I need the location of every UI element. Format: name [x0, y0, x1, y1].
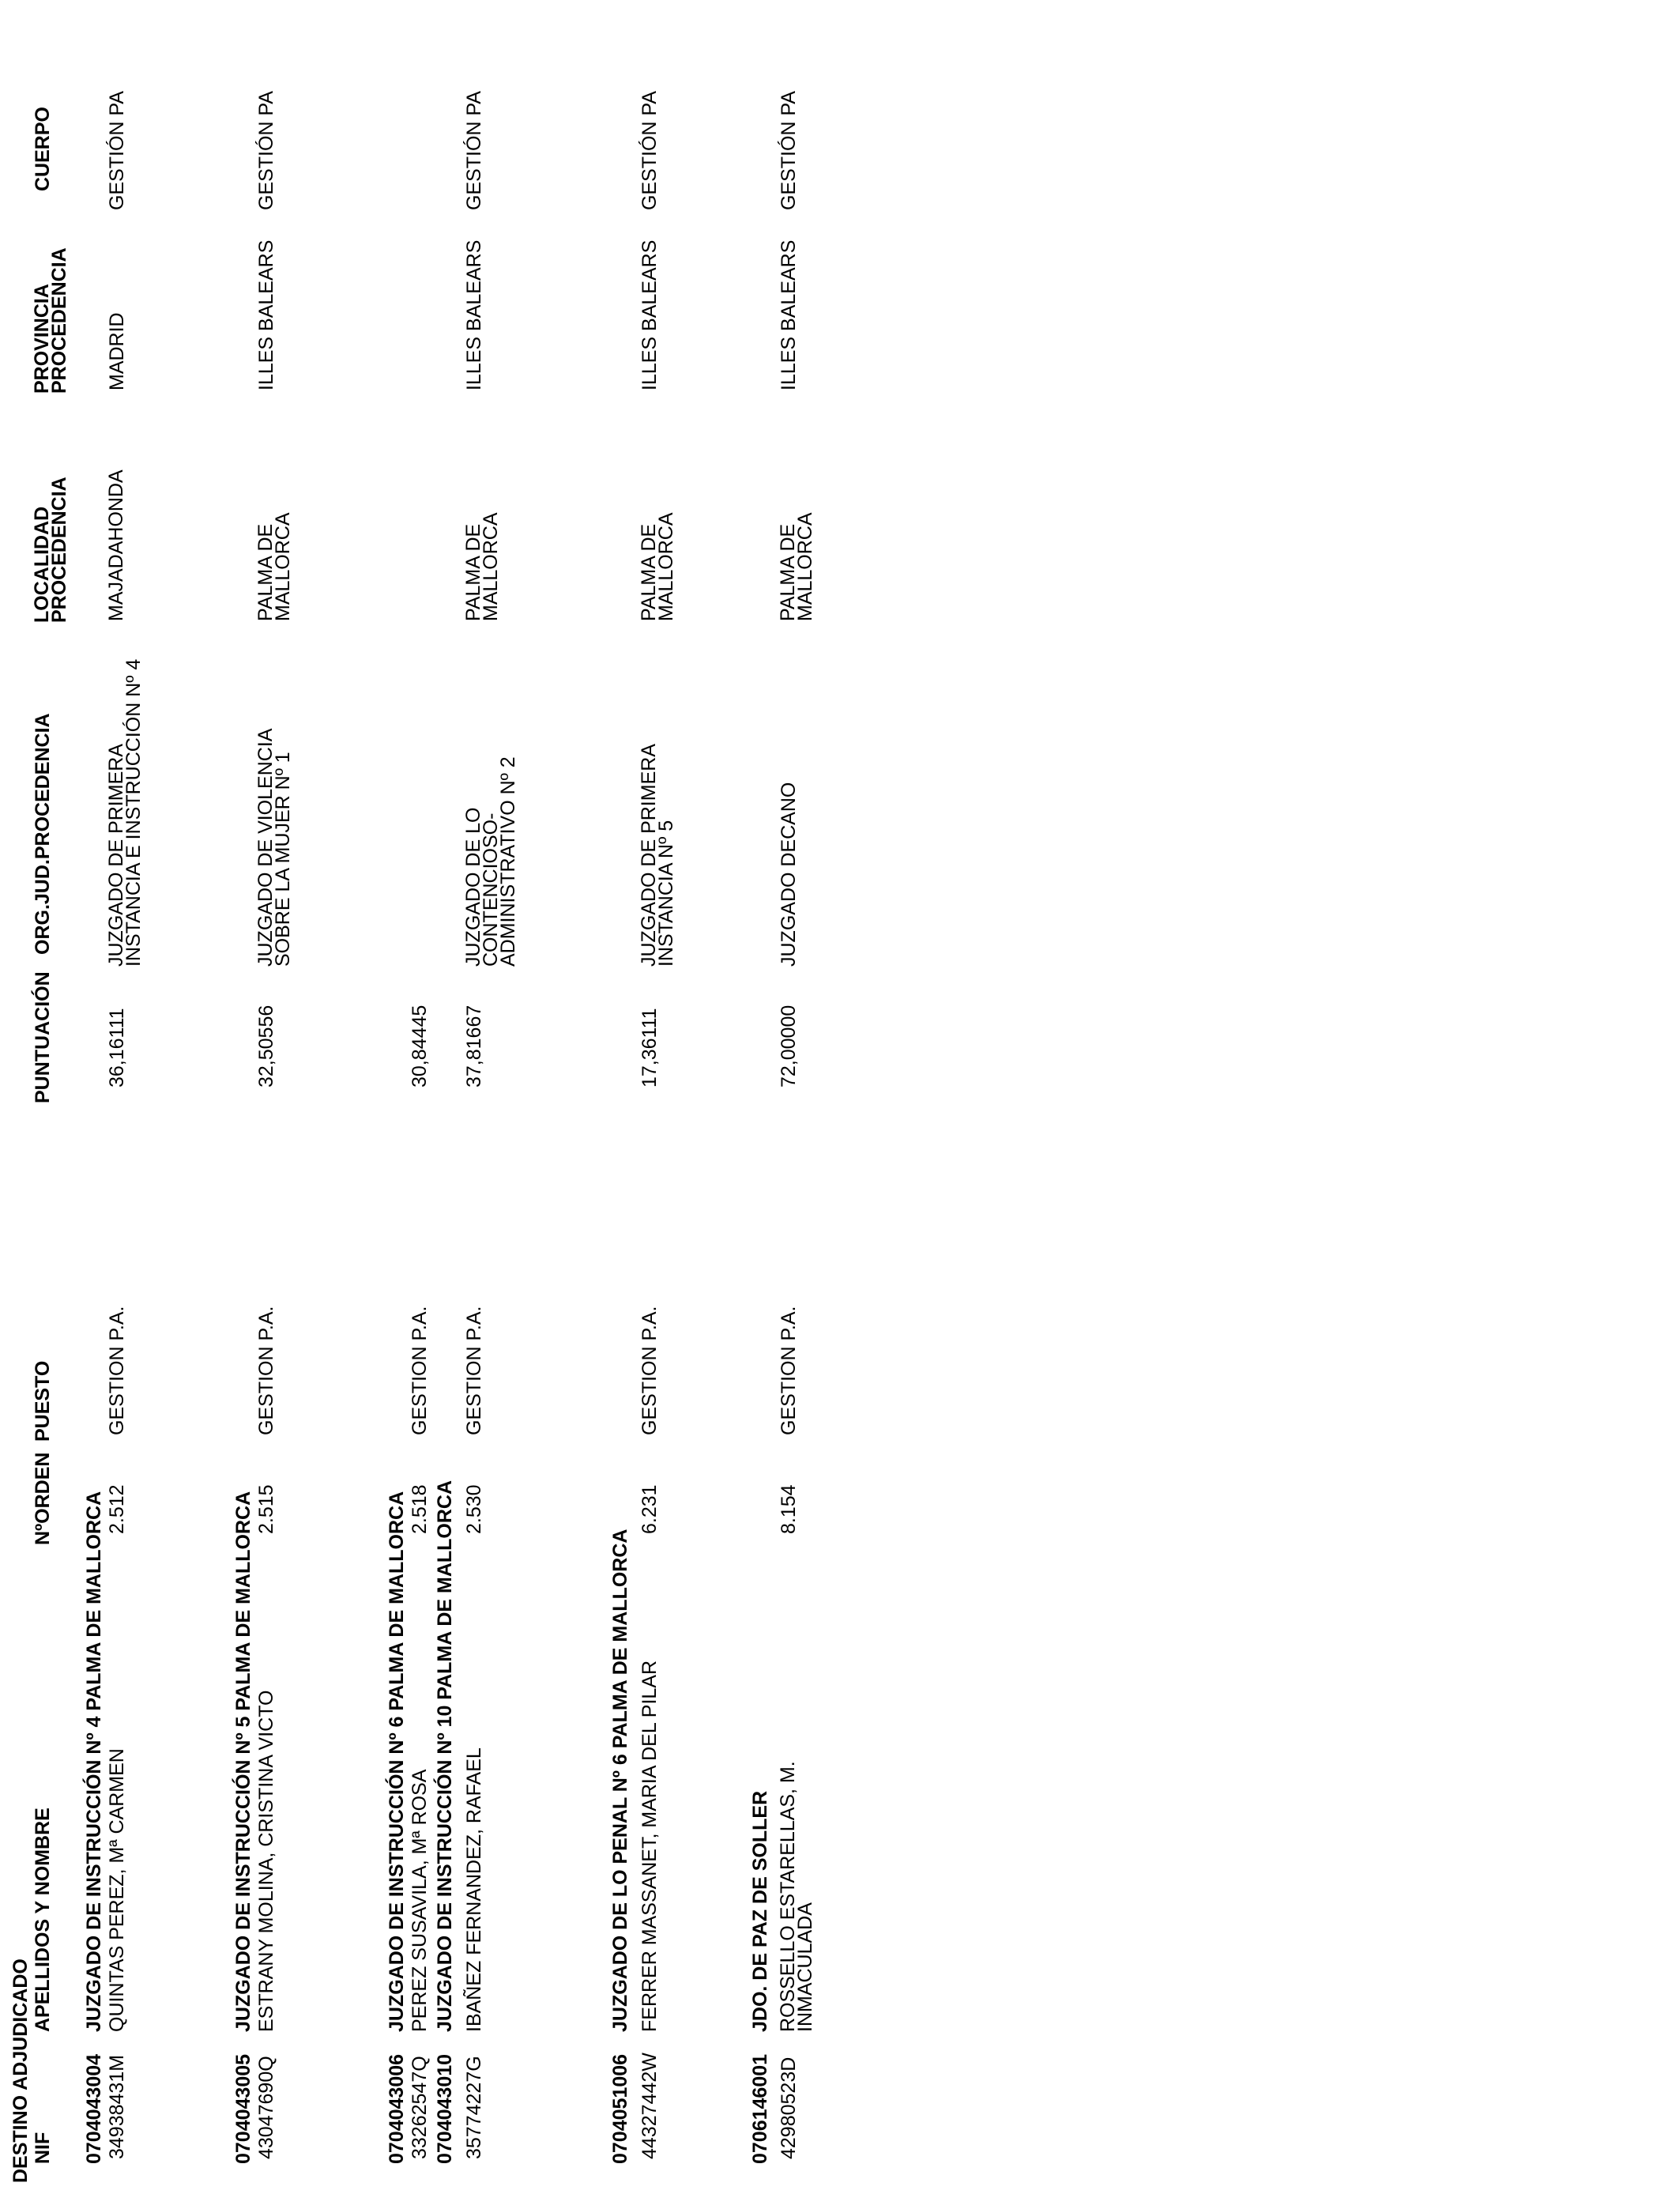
header-puntuacion: PUNTUACIÓN	[32, 971, 54, 1103]
row-nif: 42980523D	[778, 2056, 800, 2159]
row-puntuacion: 36,16111	[106, 1008, 128, 1088]
row-puntuacion: 30,84445	[409, 1005, 431, 1088]
row-name: FERRER MASSANET, MARIA DEL PILAR	[638, 1660, 661, 2032]
group-code: 0704051006	[609, 2053, 631, 2164]
group-title: JUZGADO DE INSTRUCCIÓN Nº 10 PALMA DE MALLORCA	[434, 1480, 456, 2032]
header-provincia-procedencia: PROVINCIA PROCEDENCIA	[31, 247, 70, 394]
row-org-procedencia: JUZGADO DE PRIMERA INSTANCIA E INSTRUCCIÓN Nº 4	[105, 658, 145, 967]
row-puesto: GESTION P.A.	[638, 1306, 661, 1435]
row-org-procedencia: JUZGADO DE PRIMERA INSTANCIA Nº 5	[638, 744, 677, 967]
row-localidad: MAJADAHONDA	[105, 469, 127, 621]
header-cuerpo: CUERPO	[32, 107, 54, 191]
header-localidad-procedencia: LOCALIDAD PROCEDENCIA	[31, 477, 70, 623]
row-puesto: GESTION P.A.	[409, 1306, 431, 1435]
row-org-procedencia: JUZGADO DE VIOLENCIA SOBRE LA MUJER Nº 1	[254, 728, 294, 967]
group-code: 0706146001	[749, 2053, 771, 2164]
row-provincia: ILLES BALEARS	[778, 239, 800, 390]
row-name: IBAÑEZ FERNANDEZ, RAFAEL	[463, 1747, 485, 2032]
row-cuerpo: GESTIÓN PA	[255, 91, 277, 210]
group-title: JUZGADO DE INSTRUCCIÓN Nº 5 PALMA DE MALLORCA	[232, 1491, 254, 2032]
group-code: 0704043004	[83, 2053, 105, 2164]
row-orden: 8.154	[778, 1484, 800, 1534]
row-name: PEREZ SUSAVILA, Mª ROSA	[409, 1769, 431, 2032]
row-puesto: GESTION P.A.	[463, 1306, 485, 1435]
row-puesto: GESTION P.A.	[778, 1306, 800, 1435]
row-nif: 33262547Q	[409, 2056, 431, 2159]
row-orden: 2.512	[106, 1484, 128, 1534]
group-code: 0704043006	[386, 2053, 408, 2164]
row-nif: 34938431M	[106, 2054, 128, 2159]
row-cuerpo: GESTIÓN PA	[638, 91, 661, 210]
row-puntuacion: 37,81667	[463, 1005, 485, 1088]
row-orden: 6.231	[638, 1484, 661, 1534]
group-title: JUZGADO DE INSTRUCCIÓN Nº 6 PALMA DE MALLORCA	[386, 1491, 408, 2032]
group-title: JUZGADO DE LO PENAL Nº 6 PALMA DE MALLORCA	[609, 1529, 631, 2032]
row-cuerpo: GESTIÓN PA	[463, 91, 485, 210]
header-nif: NIF	[32, 2132, 54, 2164]
row-orden: 2.530	[463, 1484, 485, 1534]
row-provincia: ILLES BALEARS	[255, 239, 277, 390]
row-nif: 43047690Q	[255, 2056, 277, 2159]
row-puesto: GESTION P.A.	[255, 1306, 277, 1435]
header-org-jud-procedencia: ORG.JUD.PROCEDENCIA	[32, 713, 54, 955]
row-localidad: PALMA DE MALLORCA	[638, 512, 677, 621]
row-cuerpo: GESTIÓN PA	[106, 91, 128, 210]
group-title: JDO. DE PAZ DE SOLLER	[749, 1790, 771, 2032]
row-provincia: ILLES BALEARS	[638, 239, 661, 390]
row-org-procedencia: JUZGADO DECANO	[778, 782, 800, 967]
row-puntuacion: 17,36111	[638, 1008, 661, 1088]
row-provincia: MADRID	[106, 312, 128, 390]
row-name: QUINTAS PEREZ, Mª CARMEN	[106, 1748, 128, 2032]
row-cuerpo: GESTIÓN PA	[778, 91, 800, 210]
row-name: ESTRANY MOLINA, CRISTINA VICTO	[255, 1690, 277, 2032]
row-orden: 2.518	[409, 1484, 431, 1534]
group-code: 0704043005	[232, 2053, 254, 2164]
group-code: 0704043010	[434, 2053, 456, 2164]
header-norden: NºORDEN	[32, 1452, 54, 1545]
group-title: JUZGADO DE INSTRUCCIÓN Nº 4 PALMA DE MALLORCA	[83, 1491, 105, 2032]
header-apellidos-nombre: APELLIDOS Y NOMBRE	[32, 1808, 54, 2032]
row-name: ROSSELLO ESTARELLAS, M. INMACULADA	[777, 1761, 816, 2032]
row-provincia: ILLES BALEARS	[463, 239, 485, 390]
header-destino-adjudicado: DESTINO ADJUDICADO	[9, 1958, 32, 2183]
row-puntuacion: 32,50556	[255, 1005, 277, 1088]
row-puesto: GESTION P.A.	[106, 1306, 128, 1435]
row-org-procedencia: JUZGADO DE LO CONTENCIOSO- ADMINISTRATIVO Nº 2	[462, 756, 519, 967]
row-localidad: PALMA DE MALLORCA	[462, 512, 502, 621]
row-localidad: PALMA DE MALLORCA	[254, 512, 294, 621]
row-nif: 35774227G	[463, 2056, 485, 2159]
row-localidad: PALMA DE MALLORCA	[777, 512, 816, 621]
row-orden: 2.515	[255, 1484, 277, 1534]
header-puesto: PUESTO	[32, 1360, 54, 1442]
row-puntuacion: 72,00000	[778, 1005, 800, 1088]
row-nif: 44327442W	[638, 2053, 661, 2159]
